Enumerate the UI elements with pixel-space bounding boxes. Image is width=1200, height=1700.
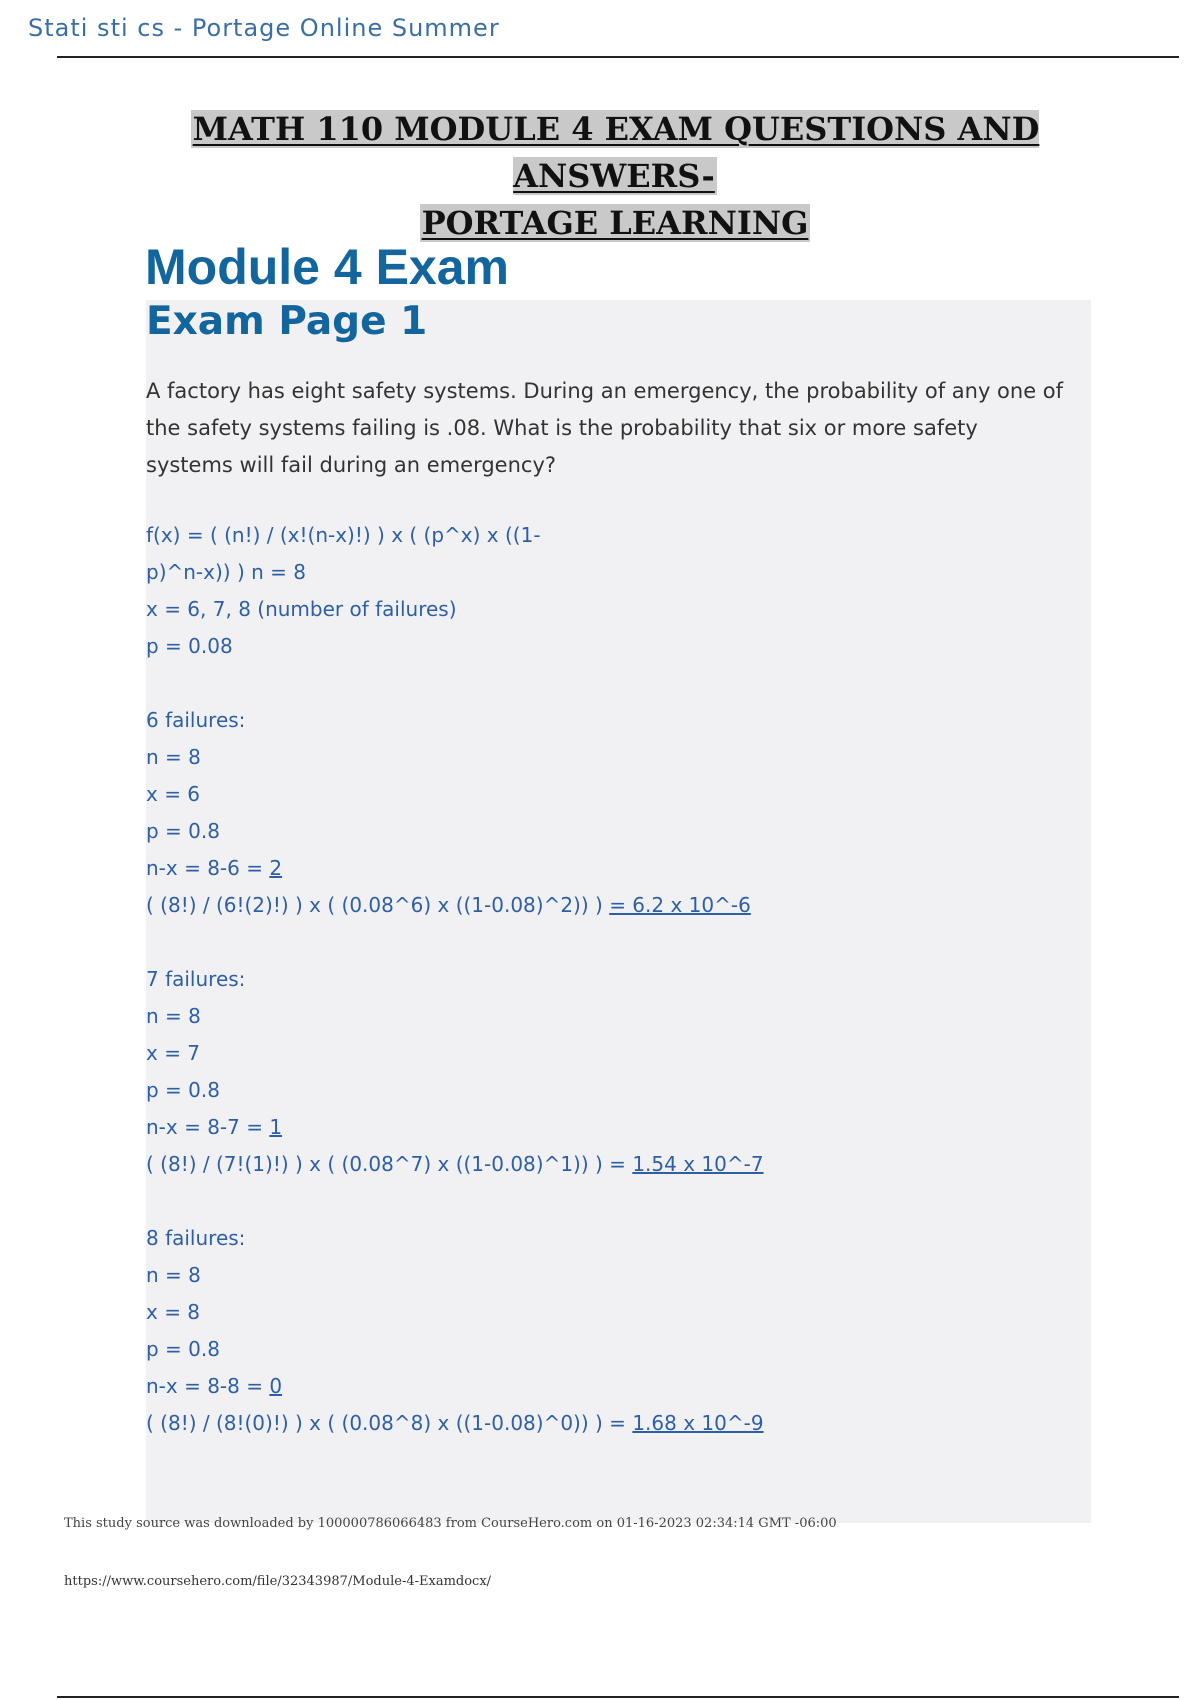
case-n: n = 8 [146, 1263, 201, 1287]
header-divider [57, 56, 1179, 58]
download-watermark-note: This study source was downloaded by 100000786066483 from CourseHero.com on 01-16-2023 02:34:14 GMT -06:00 [64, 1516, 837, 1531]
formula-line: x = 6, 7, 8 (number of failures) [146, 597, 457, 621]
case-calculation-expression: ( (8!) / (7!(1)!) ) x ( (0.08^7) x ((1-0.08)^1)) ) = [146, 1152, 633, 1176]
formula-line: p = 0.08 [146, 634, 233, 658]
spacer [146, 924, 1066, 961]
formula-line: f(x) = ( (n!) / (x!(n-x)!) ) x ( (p^x) x ((1- [146, 523, 541, 547]
case-calculation-result: 1.68 x 10^-9 [632, 1411, 764, 1435]
case-n-minus-x [146, 1109, 1066, 1146]
case-n-minus-x-label: n-x = 8-6 = [146, 856, 270, 880]
module-title: Module 4 Exam [145, 239, 509, 295]
case-calculation-result: 1.54 x 10^-7 [632, 1152, 764, 1176]
case-n: n = 8 [146, 1004, 201, 1028]
case-x: x = 8 [146, 1300, 201, 1324]
exam-page-title: Exam Page 1 [146, 299, 428, 344]
worked-solution [146, 517, 1066, 1442]
source-url: https://www.coursehero.com/file/32343987/Module-4-Examdocx/ [64, 1574, 492, 1589]
document-title-line-1: MATH 110 MODULE 4 EXAM QUESTIONS AND ANSWERS- [192, 110, 1040, 195]
case-calculation [146, 1405, 1066, 1442]
case-n-minus-x [146, 850, 1066, 887]
case-calculation-expression: ( (8!) / (8!(0)!) ) x ( (0.08^8) x ((1-0.08)^0)) ) = [146, 1411, 633, 1435]
case-calculation-expression: ( (8!) / (6!(2)!) ) x ( (0.08^6) x ((1-0.08)^2)) ) [146, 893, 610, 917]
case-calculation [146, 1146, 1066, 1183]
case-x: x = 6 [146, 782, 201, 806]
case-n: n = 8 [146, 745, 201, 769]
case-p: p = 0.8 [146, 819, 220, 843]
case-p: p = 0.8 [146, 1337, 220, 1361]
question-text: A factory has eight safety systems. During an emergency, the probability of any one of the safety systems failing is .08. What is the probability that six or more safety systems will fail during an emergency? [146, 379, 1064, 477]
case-n-minus-x-value: 1 [269, 1115, 283, 1139]
spacer [146, 1183, 1066, 1220]
case-8-failures [146, 1220, 1066, 1442]
case-calculation [146, 887, 1066, 924]
spacer [146, 665, 1066, 702]
case-heading: 6 failures: [146, 708, 246, 732]
case-x: x = 7 [146, 1041, 201, 1065]
formula-line: p)^n-x)) ) n = 8 [146, 560, 306, 584]
running-header: Stati sti cs - Portage Online Summer [28, 14, 500, 42]
case-n-minus-x-value: 0 [269, 1374, 283, 1398]
case-heading: 7 failures: [146, 967, 246, 991]
case-n-minus-x-label: n-x = 8-7 = [146, 1115, 270, 1139]
case-7-failures [146, 961, 1066, 1183]
case-n-minus-x [146, 1368, 1066, 1405]
case-n-minus-x-label: n-x = 8-8 = [146, 1374, 270, 1398]
case-heading: 8 failures: [146, 1226, 246, 1250]
document-title [140, 106, 1090, 247]
document-title-line-2: PORTAGE LEARNING [421, 204, 809, 242]
case-p: p = 0.8 [146, 1078, 220, 1102]
case-6-failures [146, 702, 1066, 924]
footer-divider [57, 1696, 1179, 1698]
case-n-minus-x-value: 2 [269, 856, 283, 880]
case-calculation-result: = 6.2 x 10^-6 [609, 893, 751, 917]
